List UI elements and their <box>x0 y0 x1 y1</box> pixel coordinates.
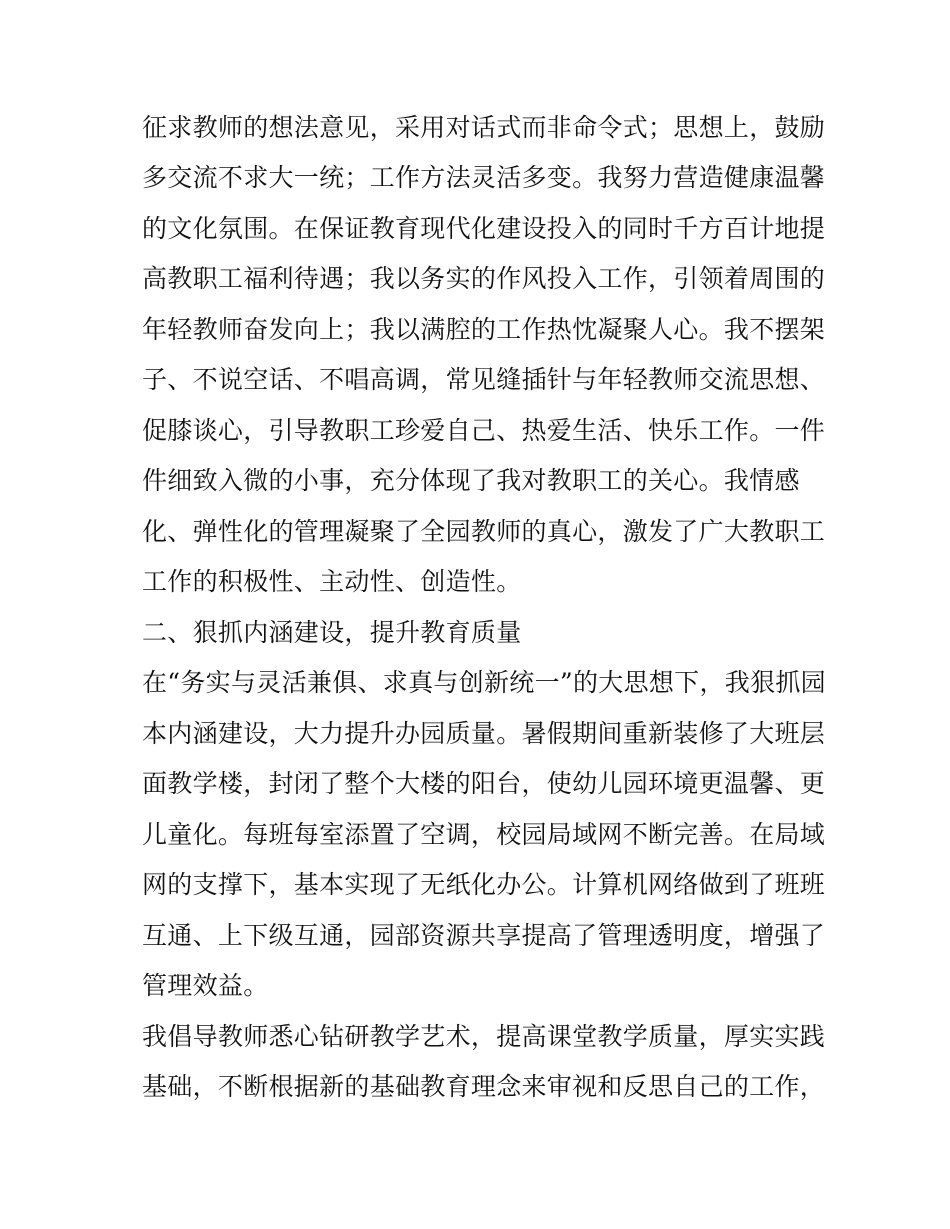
section-heading: 二、狠抓内涵建设，提升教育质量 <box>142 618 522 647</box>
paragraph-line: 多交流不求大一统；工作方法灵活多变。我努力营造健康温馨 <box>142 163 826 192</box>
paragraph-line: 网的支撑下，基本实现了无纸化办公。计算机网络做到了班班 <box>142 870 826 899</box>
paragraph-line: 基础，不断根据新的基础教育理念来审视和反思自己的工作， <box>142 1072 826 1101</box>
paragraph-line: 管理效益。 <box>142 971 269 1000</box>
paragraph-line: 高教职工福利待遇；我以务实的作风投入工作，引领着周围的 <box>142 264 826 293</box>
paragraph-line: 在“务实与灵活兼俱、求真与创新统一”的大思想下，我狠抓园 <box>142 668 826 697</box>
paragraph-line: 促膝谈心，引导教职工珍爱自己、热爱生活、快乐工作。一件 <box>142 416 826 445</box>
paragraph-line: 的文化氛围。在保证教育现代化建设投入的同时千方百计地提 <box>142 214 826 243</box>
paragraph-line: 互通、上下级互通，园部资源共享提高了管理透明度，增强了 <box>142 921 826 950</box>
paragraph-line: 儿童化。每班每室添置了空调，校园局域网不断完善。在局域 <box>142 820 826 849</box>
paragraph-line: 征求教师的想法意见，采用对话式而非命令式；思想上，鼓励 <box>142 113 826 142</box>
paragraph-line: 我倡导教师悉心钻研教学艺术，提高课堂教学质量，厚实实践 <box>142 1022 826 1051</box>
paragraph-line: 子、不说空话、不唱高调，常见缝插针与年轻教师交流思想、 <box>142 365 826 394</box>
paragraph-line: 年轻教师奋发向上；我以满腔的工作热忱凝聚人心。我不摆架 <box>142 315 826 344</box>
paragraph-line: 本内涵建设，大力提升办园质量。暑假期间重新装修了大班层 <box>142 719 826 748</box>
paragraph-line: 面教学楼，封闭了整个大楼的阳台，使幼儿园环境更温馨、更 <box>142 769 826 798</box>
paragraph-line: 工作的积极性、主动性、创造性。 <box>142 567 522 596</box>
paragraph-line: 化、弹性化的管理凝聚了全园教师的真心，激发了广大教职工 <box>142 517 826 546</box>
paragraph-line: 件细致入微的小事，充分体现了我对教职工的关心。我情感 <box>142 466 800 495</box>
